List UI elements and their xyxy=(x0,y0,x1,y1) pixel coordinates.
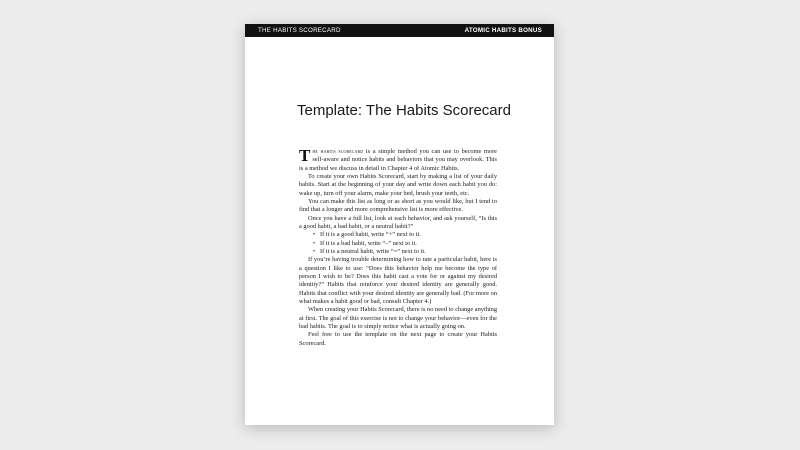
page-header xyxy=(245,24,554,37)
header-section-title: THE HABITS SCORECARD xyxy=(258,27,341,34)
body-text xyxy=(299,148,497,348)
document-page xyxy=(245,24,554,425)
list-item: • If it is a bad habit, write “–” next to it. xyxy=(313,240,497,248)
header-book-title: ATOMIC HABITS BONUS xyxy=(464,27,542,34)
rating-list xyxy=(299,231,497,256)
paragraph: Once you have a full list, look at each behavior, and ask yourself, “Is this a good habit, a bad habit, or a neutral habit?” xyxy=(299,214,497,230)
list-item: • If it is a good habit, write “+” next to it. xyxy=(313,231,497,239)
page-title: Template: The Habits Scorecard xyxy=(297,102,511,119)
paragraph: Feel free to use the template on the next page to create your Habits Scorecard. xyxy=(299,331,497,347)
intro-text: is a simple method you can use to become more self-aware and notice habits and behaviors that you may overlook. This is a method we discuss in detail in Chapter 4 of Atomic Habits. xyxy=(299,148,497,172)
drop-cap: T xyxy=(299,146,311,165)
paragraph: You can make this list as long or as short as you would like, but I tend to find that a longer and more comprehensive list is more effective. xyxy=(299,197,497,214)
paragraph: To create your own Habits Scorecard, start by making a list of your daily habits. Start at the beginning of your day and write down each habit you do: wake up, turn off your alarm, make your bed, brush your teeth, etc. xyxy=(299,172,497,197)
intro-smallcaps: he habits scorecard xyxy=(312,148,364,155)
intro-paragraph xyxy=(299,148,497,173)
paragraph: When creating your Habits Scorecard, there is no need to change anything at first. The goal of this exercise is not to change your behavior—even for the bad habits. The goal is to simply notice what is actually going on. xyxy=(299,306,497,330)
paragraph: If you’re having trouble determining how to rate a particular habit, here is a question I like to use: “Does this behavior help me become the type of person I wish to be? Does this habit cast a vote for or against my desired identity?” Habits that reinforce your desired identity are generally good. Habits that conflict with your desired identity are generally bad. (For more on what makes a habit good or bad, consult Chapter 4.) xyxy=(299,256,497,305)
list-item: • If it is a neutral habit, write “=” next to it. xyxy=(313,248,497,256)
